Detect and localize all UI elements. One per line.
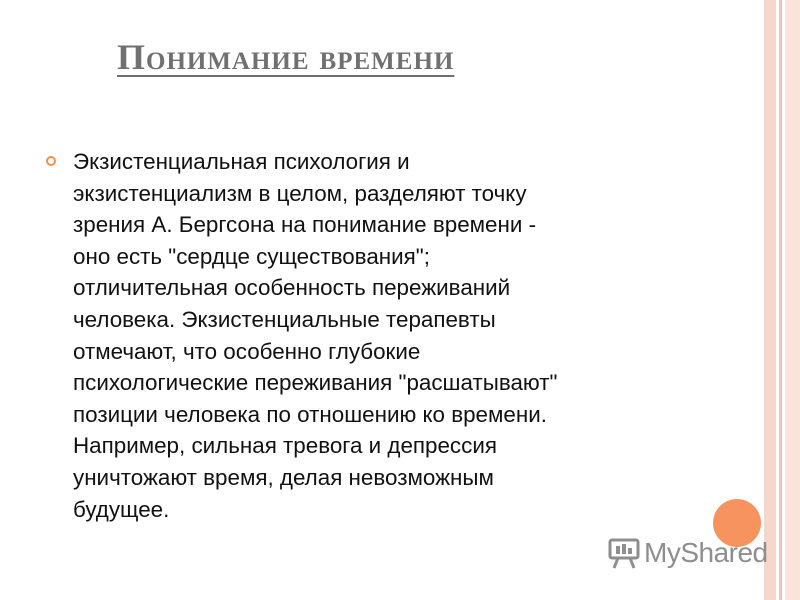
- decorative-stripe: [779, 0, 782, 600]
- myshared-logo-icon: [607, 535, 641, 571]
- bullet-text: Экзистенциальная психология и экзистенциализм в целом, разделяют точку зрения А. Бергсона на понимание времени - оно есть "сердце существования"; отличительная особенность переживаний человека. Экзистенциальные терапевты отмечают, что особенно глубокие психологические переживания "расшатывают" позиции человека по отношению ко времени. Например, сильная тревога и депрессия уничтожают время, делая невозможным будущее.: [73, 149, 558, 522]
- watermark: [607, 533, 768, 573]
- decorative-stripe: [785, 0, 800, 600]
- decorative-stripe: [764, 0, 776, 600]
- slide-title: Понимание времени: [117, 37, 455, 77]
- watermark-text: MyShared: [644, 537, 768, 568]
- bullet-circle-icon: [46, 156, 56, 166]
